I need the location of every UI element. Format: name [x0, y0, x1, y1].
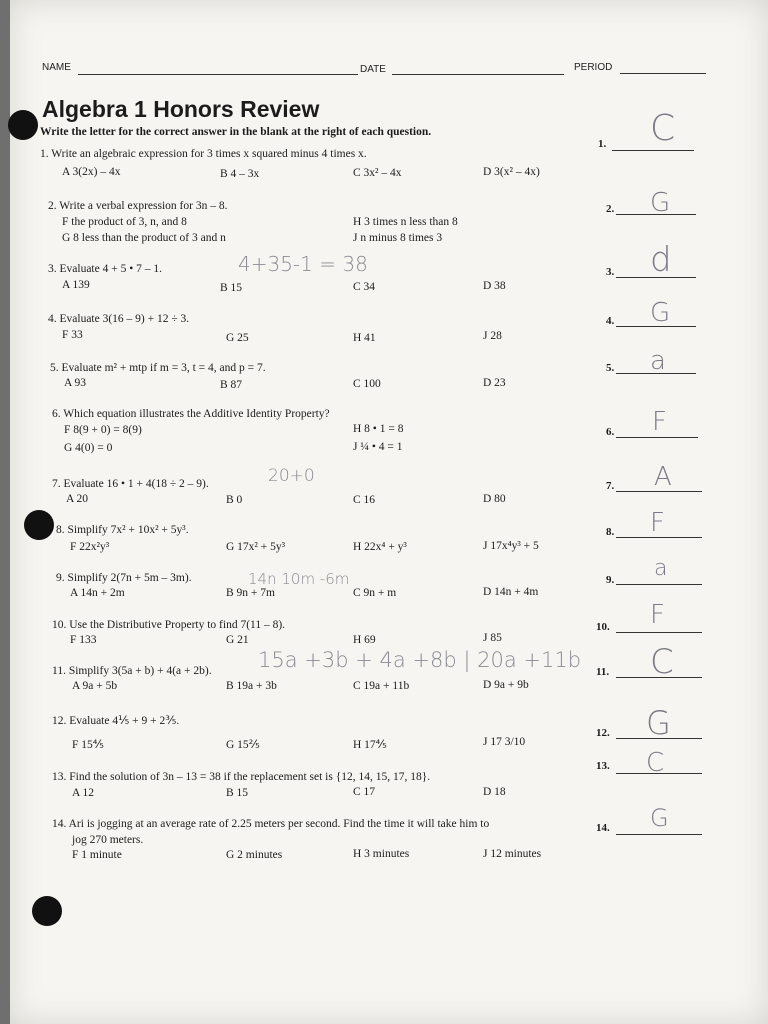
option: G 2 minutes [226, 849, 283, 861]
question-text: 11. Simplify 3(5a + b) + 4(a + 2b). [52, 665, 212, 677]
option: D 3(x² – 4x) [483, 166, 540, 178]
option: B 9n + 7m [226, 587, 275, 599]
answer-blank[interactable] [616, 437, 698, 438]
option: C 3x² – 4x [353, 167, 402, 179]
question-text: 5. Evaluate m² + mtp if m = 3, t = 4, and p = 7. [50, 362, 266, 374]
option: D 80 [483, 493, 506, 505]
option: J 85 [483, 632, 502, 644]
question-text: 14. Ari is jogging at an average rate of 2.25 meters per second. Find the time it will take him to [52, 818, 490, 830]
handwritten-answer: C [646, 748, 665, 778]
option: G 15⅖ [226, 739, 260, 751]
name-label: NAME [42, 62, 71, 73]
option: F 8(9 + 0) = 8(9) [64, 424, 142, 436]
option: F the product of 3, n, and 8 [62, 216, 187, 228]
date-line [392, 74, 564, 75]
option: A 14n + 2m [70, 587, 125, 599]
question-text: 12. Evaluate 4⅕ + 9 + 2⅗. [52, 715, 180, 727]
handwritten-answer: F [650, 508, 665, 538]
question-text: 1. Write an algebraic expression for 3 times x squared minus 4 times x. [40, 148, 367, 160]
handwritten-answer: A [654, 462, 672, 492]
student-work: 4+35-1 = 38 [238, 252, 368, 276]
option: G 25 [226, 332, 249, 344]
option: H 17⅘ [353, 739, 387, 751]
answer-blank[interactable] [616, 834, 702, 835]
page-title: Algebra 1 Honors Review [42, 96, 320, 122]
option: C 100 [353, 378, 381, 390]
question-text: 3. Evaluate 4 + 5 • 7 – 1. [48, 263, 162, 275]
option: F 22x²y³ [70, 541, 110, 553]
question-text: 7. Evaluate 16 • 1 + 4(18 ÷ 2 – 9). [52, 478, 209, 490]
handwritten-answer: G [646, 704, 671, 742]
option: B 15 [226, 787, 249, 799]
option: H 8 • 1 = 8 [353, 423, 404, 435]
option: J 17x⁴y³ + 5 [483, 540, 539, 552]
student-work: 20+0 [268, 466, 315, 486]
option: B 0 [226, 494, 243, 506]
option: C 16 [353, 494, 376, 506]
option: D 23 [483, 377, 506, 389]
option: F 1 minute [72, 849, 122, 861]
handwritten-answer: G [650, 298, 671, 328]
option: D 18 [483, 786, 506, 798]
student-work: 15a +3b + 4a +8b | 20a +11b [258, 648, 582, 672]
question-text: 9. Simplify 2(7n + 5m – 3m). [56, 572, 192, 584]
option: A 139 [62, 279, 90, 291]
question-text: 4. Evaluate 3(16 – 9) + 12 ÷ 3. [48, 313, 190, 325]
question-text: 10. Use the Distributive Property to find 7(11 – 8). [52, 619, 286, 631]
option: H 3 minutes [353, 848, 410, 860]
answer-number: 8. [606, 526, 615, 538]
handwritten-answer: d [650, 240, 672, 280]
option: C 17 [353, 786, 376, 798]
option: B 19a + 3b [226, 680, 277, 692]
option: J ¼ • 4 = 1 [353, 441, 403, 453]
question-text-continued: jog 270 meters. [72, 834, 144, 846]
question-text: 8. Simplify 7x² + 10x² + 5y³. [56, 524, 189, 536]
option: F 33 [62, 329, 83, 341]
answer-number: 12. [596, 727, 610, 739]
option: C 19a + 11b [353, 680, 410, 692]
option: H 22x⁴ + y³ [353, 541, 407, 553]
worksheet-page [10, 0, 768, 1024]
period-label: PERIOD [574, 62, 613, 73]
option: G 4(0) = 0 [64, 442, 113, 454]
handwritten-answer: G [650, 804, 669, 832]
answer-number: 6. [606, 426, 615, 438]
option: J 17 3/10 [483, 736, 526, 748]
option: A 93 [64, 377, 87, 389]
answer-number: 1. [598, 138, 607, 150]
handwritten-answer: a [654, 556, 668, 581]
handwritten-answer: F [650, 600, 665, 630]
punch-hole-bottom [32, 896, 62, 926]
option: B 4 – 3x [220, 168, 260, 180]
punch-hole-middle [24, 510, 54, 540]
name-line [78, 74, 358, 75]
option: H 3 times n less than 8 [353, 216, 458, 228]
answer-number: 3. [606, 266, 615, 278]
option: F 15⅘ [72, 739, 104, 751]
punch-hole-top [8, 110, 38, 140]
question-text: 13. Find the solution of 3n – 13 = 38 if the replacement set is {12, 14, 15, 17, 18}. [52, 771, 431, 783]
answer-number: 7. [606, 480, 615, 492]
date-label: DATE [360, 64, 386, 75]
answer-number: 14. [596, 822, 610, 834]
answer-number: 4. [606, 315, 615, 327]
option: B 15 [220, 282, 243, 294]
option: J 12 minutes [483, 848, 542, 860]
option: H 69 [353, 634, 376, 646]
option: J 28 [483, 330, 502, 342]
option: C 9n + m [353, 587, 397, 599]
option: B 87 [220, 379, 243, 391]
option: G 8 less than the product of 3 and n [62, 232, 226, 244]
handwritten-answer: a [650, 346, 666, 376]
option: C 34 [353, 281, 376, 293]
option: D 14n + 4m [483, 586, 539, 598]
option: F 133 [70, 634, 97, 646]
answer-number: 10. [596, 621, 610, 633]
handwritten-answer: G [650, 188, 671, 218]
answer-number: 13. [596, 760, 610, 772]
option: A 3(2x) – 4x [62, 166, 121, 178]
option: A 12 [72, 787, 95, 799]
answer-blank[interactable] [616, 584, 702, 585]
option: J n minus 8 times 3 [353, 232, 443, 244]
question-text: 2. Write a verbal expression for 3n – 8. [48, 200, 228, 212]
option: D 9a + 9b [483, 679, 529, 691]
option: H 41 [353, 332, 376, 344]
student-work: 14n 10m -6m [248, 570, 350, 588]
answer-blank[interactable] [612, 150, 694, 151]
option: G 17x² + 5y³ [226, 541, 286, 553]
instructions: Write the letter for the correct answer in the blank at the right of each question. [40, 126, 432, 138]
question-text: 6. Which equation illustrates the Additive Identity Property? [52, 408, 330, 420]
answer-number: 2. [606, 203, 615, 215]
handwritten-answer: F [652, 407, 667, 437]
handwritten-answer: C [650, 108, 676, 149]
option: A 20 [66, 493, 89, 505]
option: G 21 [226, 634, 249, 646]
answer-blank[interactable] [616, 632, 702, 633]
option: D 38 [483, 280, 506, 292]
answer-number: 5. [606, 362, 615, 374]
period-line [620, 73, 706, 74]
answer-number: 11. [596, 666, 610, 678]
handwritten-answer: C [650, 642, 674, 682]
option: A 9a + 5b [72, 680, 118, 692]
answer-number: 9. [606, 574, 615, 586]
